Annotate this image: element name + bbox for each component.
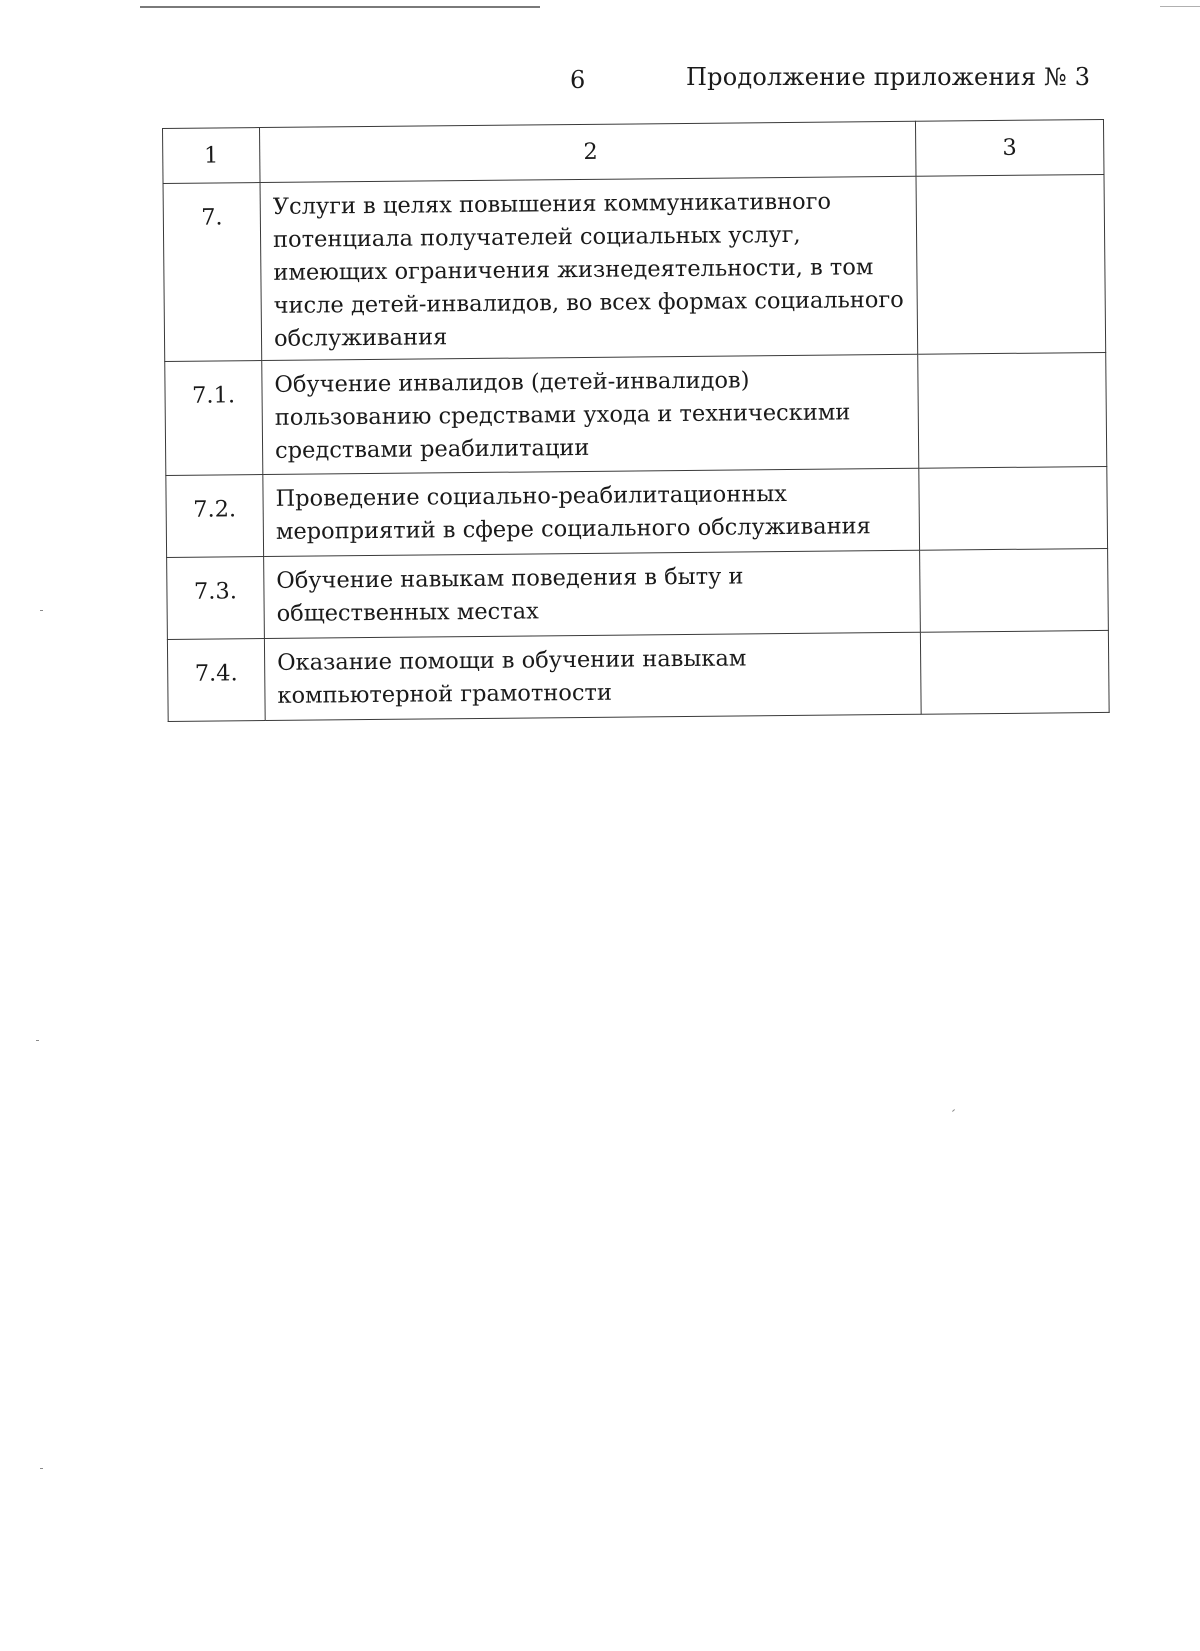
table-row — [165, 352, 1107, 475]
column-header-2: 2 — [260, 121, 916, 182]
row-service-text: Оказание помощи в обучении навыкам компьютерной грамотности — [264, 632, 920, 720]
row-mark — [917, 352, 1106, 468]
scan-speck — [36, 1040, 39, 1041]
row-service-text: Услуги в целях повышения коммуникативного потенциала получателей социальных услуг, имеющих ограничения жизнедеятельности, в том числе детей-инвалидов, во всех формах социального обслуживания — [260, 176, 917, 360]
column-header-1: 1 — [163, 128, 261, 184]
scan-edge-line — [140, 6, 540, 8]
scan-speck — [952, 1109, 955, 1112]
page-number: 6 — [570, 66, 586, 94]
row-mark — [920, 630, 1109, 714]
scan-edge-line-right — [1160, 6, 1200, 7]
table-header-row — [163, 119, 1104, 183]
scan-speck — [40, 610, 43, 611]
row-service-text: Обучение навыкам поведения в быту и общественных местах — [264, 550, 920, 638]
scan-speck — [40, 1468, 43, 1469]
row-mark — [919, 548, 1108, 632]
appendix-continuation-title: Продолжение приложения № 3 — [686, 63, 1091, 91]
services-table — [162, 119, 1110, 722]
row-number: 7.2. — [166, 475, 264, 558]
row-service-text: Обучение инвалидов (детей-инвалидов) пользованию средствами ухода и техническими средствами реабилитации — [262, 354, 919, 474]
row-mark — [916, 174, 1106, 354]
table-row — [166, 466, 1108, 557]
table-row — [163, 174, 1106, 361]
column-header-3: 3 — [915, 119, 1104, 176]
table-row — [167, 630, 1109, 721]
row-mark — [918, 466, 1107, 550]
row-number: 7. — [163, 183, 262, 362]
row-number: 7.4. — [167, 639, 265, 722]
table-row — [167, 548, 1109, 639]
row-service-text: Проведение социально-реабилитационных мероприятий в сфере социального обслуживания — [263, 468, 919, 556]
row-number: 7.1. — [165, 361, 263, 476]
row-number: 7.3. — [167, 557, 265, 640]
